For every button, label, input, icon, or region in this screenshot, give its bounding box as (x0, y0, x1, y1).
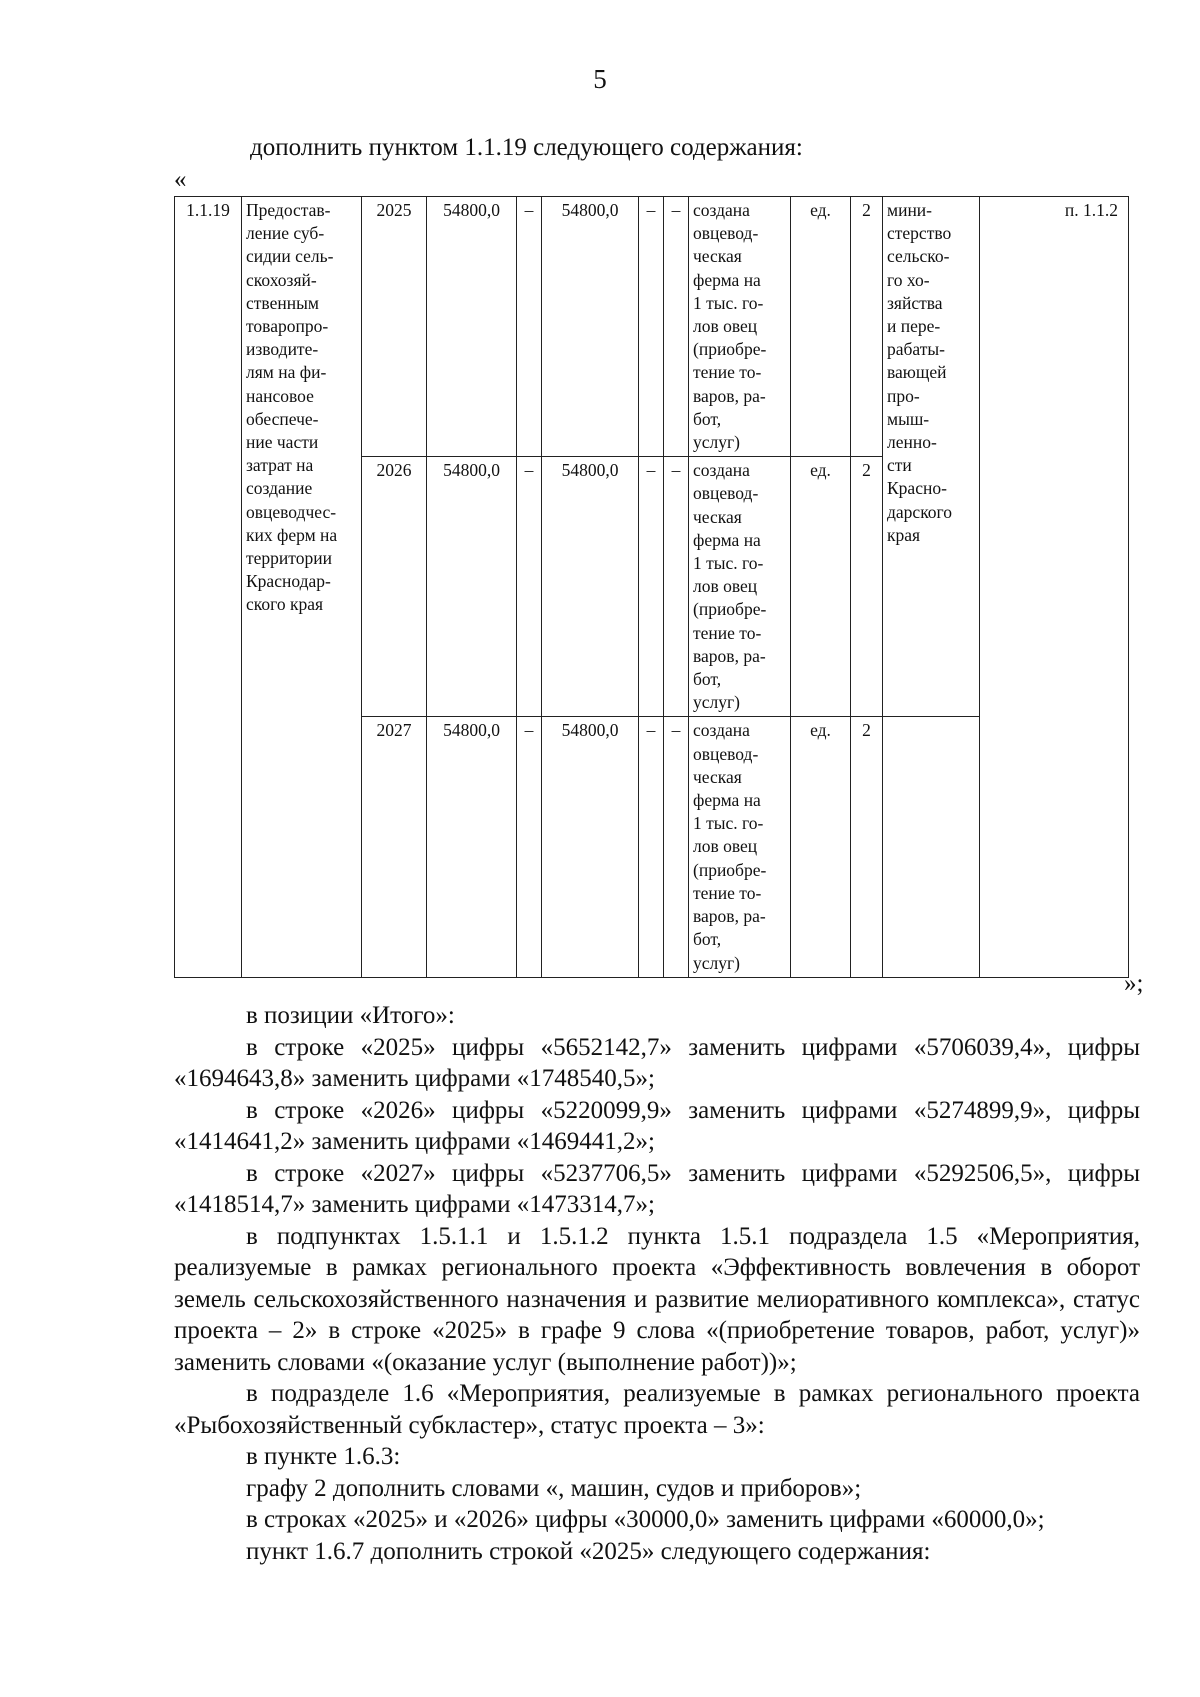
amendment-table (174, 196, 1129, 978)
unit-cell: ед. (791, 717, 851, 977)
paragraph: «1414641,2» заменить цифрами «1469441,2»; (174, 1128, 655, 1155)
count-cell: 2 (851, 457, 883, 717)
paragraph: пункт 1.6.7 дополнить строкой «2025» следующего содержания: (246, 1537, 931, 1565)
paragraph: в пункте 1.6.3: (246, 1443, 401, 1470)
year-cell: 2027 (362, 717, 427, 977)
paragraph: в подпунктах 1.5.1.1 и 1.5.1.2 пункта 1.5.1 подраздела 1.5 «Мероприятия, реализуемые в рамках регионального проекта «Эффективность вовлечения в оборот земель сельскохозяйственного назначения и развитие мелиоративного комплекса», статус проекта – 2» в строке «2025» в графе 9 слова «(приобретение товаров, работ, услуг)» заменить словами «(оказание услуг (выполнение работ))»; (174, 1222, 1140, 1376)
reference-cell: п. 1.1.2 (980, 197, 1129, 978)
paragraph: в строке «2026» цифры «5220099,9» заменить цифрами «5274899,9», цифры (246, 1096, 1140, 1124)
paragraph: в позиции «Итого»: (246, 1002, 455, 1029)
opening-quote: « (174, 166, 187, 193)
dash-cell: – (639, 457, 664, 717)
measure-description: Предостав- ление суб- сидии сель- скохозяй- ственным товаропро- изводите- лям на фи- нансовое обеспече- ние части затрат на создание овцеводчес- ких ферм на территории Краснодар- ского края (242, 197, 362, 978)
regional-amount: 54800,0 (542, 457, 639, 717)
dash-cell: – (517, 717, 542, 977)
dash-cell: – (664, 717, 689, 977)
count-cell: 2 (851, 197, 883, 457)
total-amount: 54800,0 (427, 457, 517, 717)
closing-quote: »; (1124, 970, 1144, 997)
dash-cell: – (664, 457, 689, 717)
count-cell: 2 (851, 717, 883, 977)
total-amount: 54800,0 (427, 197, 517, 457)
regional-amount: 54800,0 (542, 197, 639, 457)
paragraph: графу 2 дополнить словами «, машин, судов и приборов»; (246, 1474, 862, 1502)
dash-cell: – (517, 457, 542, 717)
regional-amount: 54800,0 (542, 717, 639, 977)
dash-cell: – (639, 197, 664, 457)
dash-cell: – (664, 197, 689, 457)
empty-cell (883, 717, 980, 977)
executor: мини- стерство сельско- го хо- зяйства и пере- рабаты- вающей про- мыш- ленно- сти Красно- дарского края (883, 197, 980, 717)
result-description: создана овцевод- ческая ферма на 1 тыс. го- лов овец (приобре- тение то- варов, ра- бот, услуг) (689, 457, 791, 717)
year-cell: 2026 (362, 457, 427, 717)
dash-cell: – (639, 717, 664, 977)
amendment-text (174, 1000, 1140, 1567)
dash-cell: – (517, 197, 542, 457)
item-number: 1.1.19 (175, 197, 242, 978)
paragraph: «1418514,7» заменить цифрами «1473314,7»; (174, 1191, 655, 1218)
result-description: создана овцевод- ческая ферма на 1 тыс. го- лов овец (приобре- тение то- варов, ра- бот, услуг) (689, 197, 791, 457)
paragraph: в строке «2025» цифры «5652142,7» заменить цифрами «5706039,4», цифры (246, 1033, 1140, 1061)
intro-line: дополнить пунктом 1.1.19 следующего содержания: (250, 134, 803, 161)
table-row (175, 197, 1129, 457)
paragraph: «1694643,8» заменить цифрами «1748540,5»; (174, 1065, 655, 1092)
total-amount: 54800,0 (427, 717, 517, 977)
page-number: 5 (593, 64, 607, 94)
year-cell: 2025 (362, 197, 427, 457)
paragraph: в строке «2027» цифры «5237706,5» заменить цифрами «5292506,5», цифры (246, 1159, 1140, 1187)
paragraph: в строках «2025» и «2026» цифры «30000,0» заменить цифрами «60000,0»; (246, 1506, 1045, 1533)
paragraph: в подразделе 1.6 «Мероприятия, реализуемые в рамках регионального проекта «Рыбохозяйственный субкластер», статус проекта – 3»: (174, 1380, 1140, 1439)
result-description: создана овцевод- ческая ферма на 1 тыс. го- лов овец (приобре- тение то- варов, ра- бот, услуг) (689, 717, 791, 977)
unit-cell: ед. (791, 197, 851, 457)
unit-cell: ед. (791, 457, 851, 717)
